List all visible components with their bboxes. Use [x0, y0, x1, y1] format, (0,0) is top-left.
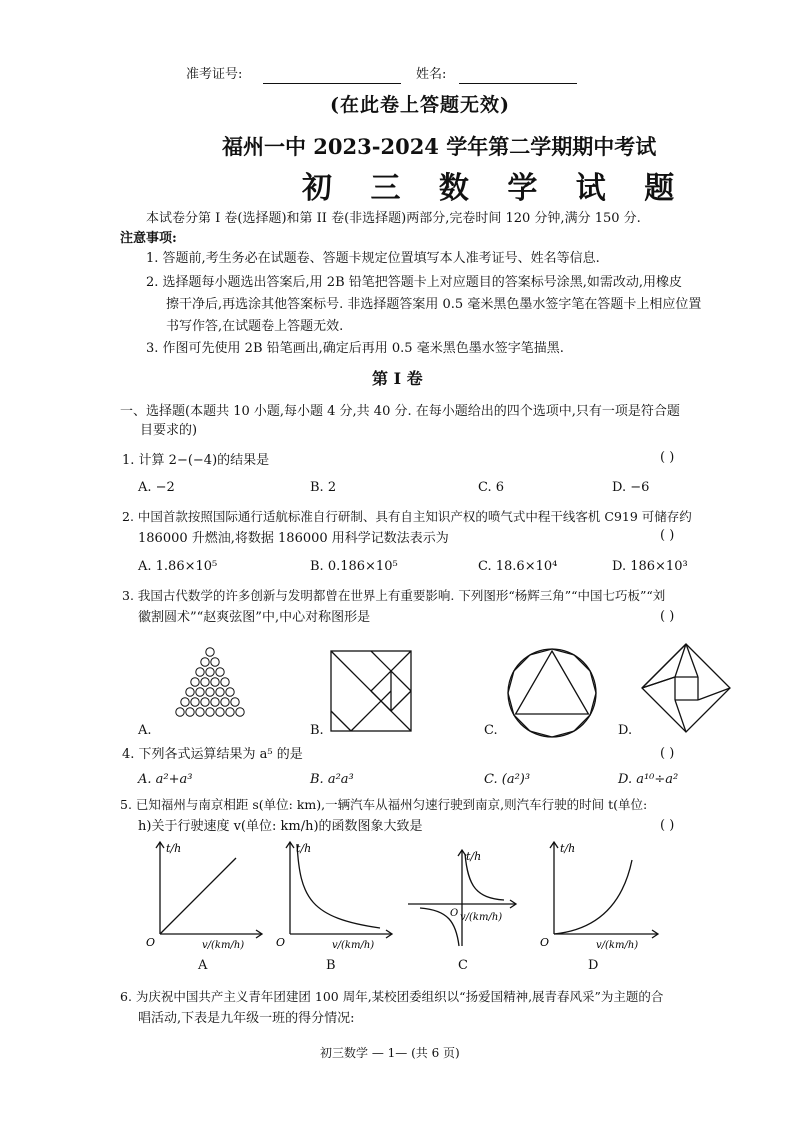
triangle-circle	[176, 708, 184, 716]
q2-option-d: D. 186×10³	[612, 559, 688, 574]
section-heading-b: 目要求的)	[140, 423, 198, 438]
intro-text: 本试卷分第 I 卷(选择题)和第 II 卷(非选择题)两部分,完卷时间 120 分钟,满分 150 分.	[146, 211, 641, 226]
liuhui-circle-figure	[504, 645, 600, 741]
q2-option-c: C. 18.6×10⁴	[478, 559, 558, 574]
note-item-2c: 书写作答,在试题卷上答题无效.	[166, 319, 344, 334]
q5a-origin: O	[146, 936, 156, 949]
q5-label-a: A	[198, 958, 208, 973]
q5a-axis-y: t/h	[166, 842, 182, 855]
notice-text: (在此卷上答题无效)	[330, 94, 510, 116]
q5-label-c: C	[458, 958, 468, 973]
triangle-circle	[226, 708, 234, 716]
q3-option-b: B.	[310, 723, 324, 738]
q1-answer-paren: ( )	[660, 450, 675, 465]
triangle-circle	[181, 698, 189, 706]
triangle-circle	[186, 708, 194, 716]
triangle-circle	[216, 708, 224, 716]
q5-answer-paren: ( )	[660, 818, 675, 833]
name-field[interactable]	[459, 69, 577, 84]
q5c-axis-x: v/(km/h)	[460, 912, 503, 923]
triangle-circle	[216, 668, 224, 676]
triangle-circle	[216, 688, 224, 696]
admission-number-field[interactable]	[263, 69, 401, 84]
triangle-circle	[196, 668, 204, 676]
note-item-3: 3. 作图可先使用 2B 铅笔画出,确定后再用 0.5 毫米黑色墨水签字笔描黑.	[146, 341, 564, 356]
q5-graph-c	[404, 846, 522, 950]
admission-number-label: 准考证号:	[186, 67, 243, 82]
q5-label-b: B	[326, 958, 336, 973]
q3-answer-paren: ( )	[660, 609, 675, 624]
triangle-circle	[201, 658, 209, 666]
triangle-circle	[191, 678, 199, 686]
triangle-circle	[196, 688, 204, 696]
q4-option-c: C. (a²)³	[484, 772, 531, 787]
q3-option-c: C.	[484, 723, 498, 738]
subject-title: 初 三 数 学 试 题	[302, 171, 689, 206]
q3-stem-b: 徽割圆术”“赵爽弦图”中,中心对称图形是	[138, 610, 371, 625]
note-item-2b: 擦干净后,再选涂其他答案标号. 非选择题答案用 0.5 毫米黑色墨水签字笔在答题卡上相应位置	[166, 297, 702, 312]
triangle-circle	[211, 678, 219, 686]
q1-option-b: B. 2	[310, 480, 337, 495]
triangle-circle	[201, 698, 209, 706]
q2-option-a: A. 1.86×10⁵	[138, 559, 218, 574]
triangle-circle	[196, 708, 204, 716]
note-item-2a: 2. 选择题每小题选出答案后,用 2B 铅笔把答题卡上对应题目的答案标号涂黑,如需改动,用橡皮	[146, 275, 683, 290]
q5-stem-a: 5. 已知福州与南京相距 s(单位: km),一辆汽车从福州匀速行驶到南京,则汽车行驶的时间 t(单位:	[120, 797, 648, 812]
q1-stem: 1. 计算 2−(−4)的结果是	[122, 453, 270, 468]
q5b-origin: O	[276, 936, 286, 949]
name-row	[416, 66, 577, 84]
triangle-circle	[201, 678, 209, 686]
q3-option-a: A.	[138, 723, 152, 738]
triangle-circle	[206, 648, 214, 656]
q4-option-b: B. a²a³	[310, 772, 354, 787]
triangle-circle	[206, 688, 214, 696]
page-footer: 初三数学 — 1— (共 6 页)	[320, 1046, 460, 1060]
q4-stem: 4. 下列各式运算结果为 a⁵ 的是	[122, 747, 303, 762]
q2-stem-a: 2. 中国首款按照国际通行适航标准自行研制、具有自主知识产权的喷气式中程干线客机 C919 可储存约	[122, 509, 692, 524]
triangle-circle	[191, 698, 199, 706]
school-exam-title: 福州一中 2023-2024 学年第二学期期中考试	[222, 134, 657, 159]
q2-stem-b: 186000 升燃油,将数据 186000 用科学记数法表示为	[138, 531, 449, 546]
q1-option-a: A. −2	[138, 480, 175, 495]
triangle-circle	[206, 668, 214, 676]
q5-graph-b	[270, 838, 398, 952]
q1-option-d: D. −6	[612, 480, 650, 495]
admission-number-row	[186, 66, 401, 84]
q5b-axis-y: t/h	[296, 842, 312, 855]
q2-option-b: B. 0.186×10⁵	[310, 559, 398, 574]
q4-option-d: D. a¹⁰÷a²	[618, 772, 679, 787]
q5c-axis-y: t/h	[466, 850, 482, 863]
q6-stem-b: 唱活动,下表是九年级一班的得分情况:	[138, 1011, 355, 1026]
triangle-circle	[236, 708, 244, 716]
tangram-figure	[330, 650, 412, 732]
triangle-circle	[211, 658, 219, 666]
yanghui-triangle-figure	[160, 644, 260, 724]
triangle-circle	[221, 678, 229, 686]
triangle-circle	[231, 698, 239, 706]
q5b-axis-x: v/(km/h)	[332, 940, 375, 951]
triangle-circle	[186, 688, 194, 696]
triangle-circle	[226, 688, 234, 696]
q5a-axis-x: v/(km/h)	[202, 940, 245, 951]
q5-stem-b: h)关于行驶速度 v(单位: km/h)的函数图象大致是	[138, 819, 423, 834]
q5d-axis-y: t/h	[560, 842, 576, 855]
q4-answer-paren: ( )	[660, 746, 675, 761]
section-title: 第 I 卷	[372, 369, 423, 388]
section-heading-a: 一、选择题(本题共 10 小题,每小题 4 分,共 40 分. 在每小题给出的四个选项中,只有一项是符合题	[120, 404, 680, 419]
q5-graph-a	[140, 838, 268, 952]
q3-option-d: D.	[618, 723, 633, 738]
q2-answer-paren: ( )	[660, 528, 675, 543]
zhaoshuang-figure	[638, 640, 734, 736]
triangle-circle	[211, 698, 219, 706]
q3-stem-a: 3. 我国古代数学的许多创新与发明都曾在世界上有重要影响. 下列图形“杨辉三角”“中国七巧板”“刘	[122, 588, 666, 603]
q4-option-a: A. a²+a³	[138, 772, 193, 787]
q5-graph-d	[534, 838, 664, 952]
note-item-1: 1. 答题前,考生务必在试题卷、答题卡规定位置填写本人准考证号、姓名等信息.	[146, 251, 600, 266]
q5-label-d: D	[588, 958, 599, 973]
name-label: 姓名:	[416, 67, 447, 82]
q5c-origin: O	[450, 908, 459, 919]
notes-title: 注意事项:	[120, 231, 177, 246]
q6-stem-a: 6. 为庆祝中国共产主义青年团建团 100 周年,某校团委组织以“扬爱国精神,展青春风采”为主题的合	[120, 989, 664, 1004]
triangle-circle	[206, 708, 214, 716]
q1-option-c: C. 6	[478, 480, 505, 495]
triangle-circle	[221, 698, 229, 706]
q5d-axis-x: v/(km/h)	[596, 940, 639, 951]
q5d-origin: O	[540, 936, 550, 949]
